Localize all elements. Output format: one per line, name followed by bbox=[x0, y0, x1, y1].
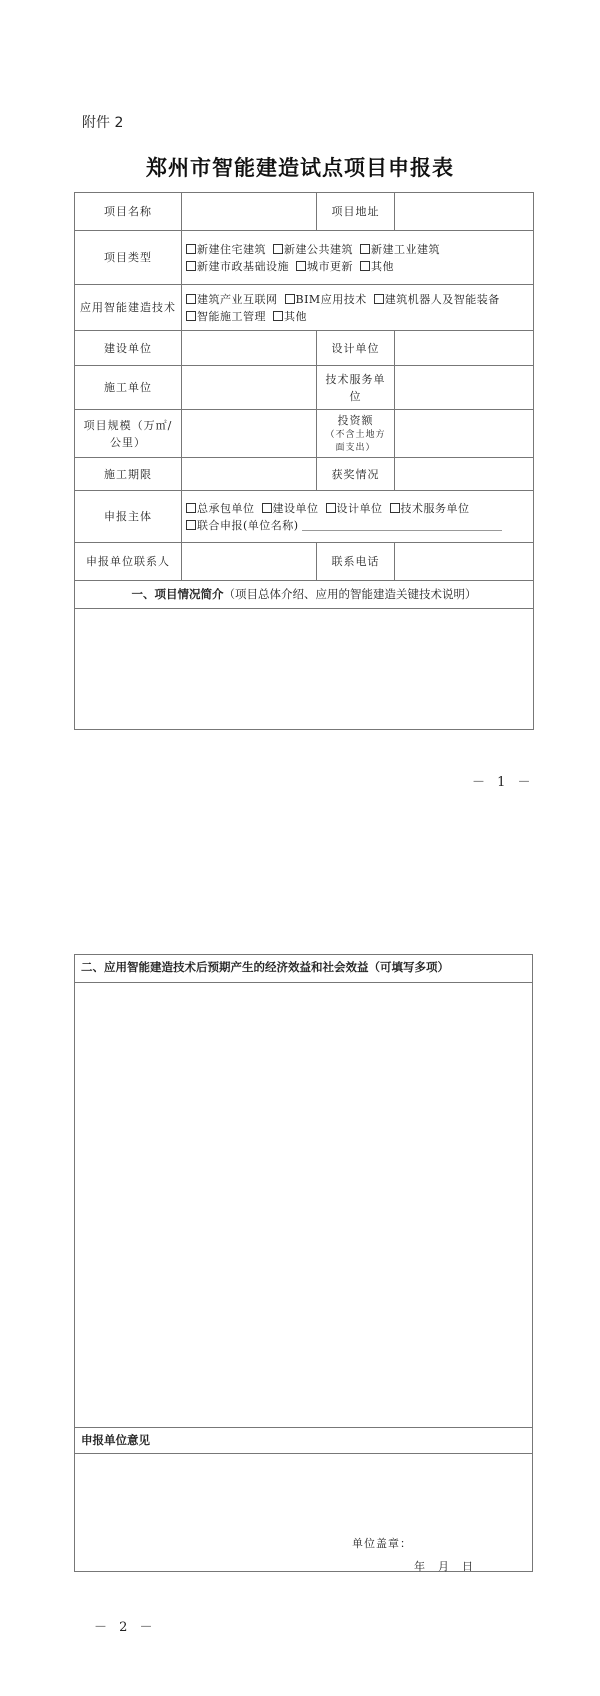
applicant-option-builder[interactable] bbox=[262, 502, 319, 515]
designer-field[interactable] bbox=[395, 331, 534, 366]
contractor-label: 施工单位 bbox=[75, 366, 182, 410]
checkbox-icon[interactable] bbox=[360, 261, 370, 271]
tech-service-field[interactable] bbox=[395, 366, 534, 410]
tech-label: 应用智能建造技术 bbox=[75, 285, 182, 331]
contractor-field[interactable] bbox=[182, 366, 317, 410]
applicant-label: 申报主体 bbox=[75, 491, 182, 543]
option-label: 联合申报(单位名称) bbox=[197, 518, 299, 532]
tech-option-robots[interactable] bbox=[374, 293, 500, 306]
scale-label: 项目规模（万㎡/公里） bbox=[75, 410, 182, 458]
investment-field[interactable] bbox=[395, 410, 534, 458]
section2-body-field[interactable] bbox=[75, 983, 533, 1428]
checkbox-icon[interactable] bbox=[186, 244, 196, 254]
period-field[interactable] bbox=[182, 458, 317, 491]
application-form-table bbox=[74, 192, 534, 730]
page-number-1: － 1 － bbox=[472, 775, 535, 790]
option-label: 建筑产业互联网 bbox=[197, 292, 278, 306]
row-contact bbox=[75, 543, 534, 581]
type-option-industrial[interactable] bbox=[360, 243, 440, 256]
checkbox-icon[interactable] bbox=[390, 503, 400, 513]
project-address-field[interactable] bbox=[395, 193, 534, 231]
checkbox-icon[interactable] bbox=[326, 503, 336, 513]
row-section2-body bbox=[75, 983, 533, 1428]
form-title: 郑州市智能建造试点项目申报表 bbox=[146, 156, 454, 180]
checkbox-icon[interactable] bbox=[186, 311, 196, 321]
tech-option-internet[interactable] bbox=[186, 293, 278, 306]
checkbox-icon[interactable] bbox=[186, 261, 196, 271]
option-label: 技术服务单位 bbox=[400, 501, 470, 515]
option-label: 城市更新 bbox=[307, 259, 353, 273]
checkbox-icon[interactable] bbox=[374, 294, 384, 304]
checkbox-icon[interactable] bbox=[186, 294, 196, 304]
awards-label: 获奖情况 bbox=[317, 458, 395, 491]
applicant-option-designer[interactable] bbox=[326, 502, 383, 515]
type-option-urban-renewal[interactable] bbox=[296, 260, 353, 273]
tech-option-other[interactable] bbox=[273, 310, 307, 323]
phone-label: 联系电话 bbox=[317, 543, 395, 581]
row-builder bbox=[75, 331, 534, 366]
opinion-body-field[interactable] bbox=[75, 1454, 533, 1572]
type-option-residential[interactable] bbox=[186, 243, 266, 256]
option-label: 智能施工管理 bbox=[197, 309, 266, 323]
applicant-option-tech-service[interactable] bbox=[390, 502, 470, 515]
row-contractor bbox=[75, 366, 534, 410]
benefits-form-table bbox=[74, 954, 533, 1572]
type-option-other[interactable] bbox=[360, 260, 394, 273]
checkbox-icon[interactable] bbox=[186, 520, 196, 530]
row-project-type bbox=[75, 231, 534, 285]
section1-heading bbox=[75, 581, 534, 609]
awards-field[interactable] bbox=[395, 458, 534, 491]
option-label: 新建住宅建筑 bbox=[197, 242, 266, 256]
checkbox-icon[interactable] bbox=[273, 311, 283, 321]
row-tech bbox=[75, 285, 534, 331]
investment-label-cell bbox=[317, 410, 395, 458]
tech-option-smart-management[interactable] bbox=[186, 310, 266, 323]
option-label: 其他 bbox=[284, 309, 307, 323]
section1-note: （项目总体介绍、应用的智能建造关键技术说明） bbox=[223, 587, 477, 601]
joint-name-field[interactable] bbox=[302, 520, 502, 531]
row-section2-title bbox=[75, 955, 533, 983]
option-label: 新建工业建筑 bbox=[371, 242, 440, 256]
checkbox-icon[interactable] bbox=[360, 244, 370, 254]
row-opinion-body bbox=[75, 1454, 533, 1572]
applicant-options bbox=[182, 491, 534, 543]
builder-label: 建设单位 bbox=[75, 331, 182, 366]
section2-title: 二、应用智能建造技术后预期产生的经济效益和社会效益（可填写多项） bbox=[75, 955, 533, 983]
contact-label: 申报单位联系人 bbox=[75, 543, 182, 581]
contact-field[interactable] bbox=[182, 543, 317, 581]
builder-field[interactable] bbox=[182, 331, 317, 366]
period-label: 施工期限 bbox=[75, 458, 182, 491]
option-label: 建筑机器人及智能装备 bbox=[384, 292, 500, 306]
project-name-field[interactable] bbox=[182, 193, 317, 231]
seal-label: 单位盖章： bbox=[352, 1537, 412, 1550]
tech-options bbox=[182, 285, 534, 331]
project-address-label: 项目地址 bbox=[317, 193, 395, 231]
checkbox-icon[interactable] bbox=[296, 261, 306, 271]
scale-field[interactable] bbox=[182, 410, 317, 458]
option-label: BIM应用技术 bbox=[295, 292, 367, 306]
project-type-options bbox=[182, 231, 534, 285]
option-label: 建设单位 bbox=[272, 501, 319, 515]
option-label: 设计单位 bbox=[336, 501, 383, 515]
option-label: 新建公共建筑 bbox=[284, 242, 353, 256]
investment-note: （不含土地方面支出） bbox=[325, 430, 386, 453]
project-name-label: 项目名称 bbox=[75, 193, 182, 231]
option-label: 新建市政基础设施 bbox=[197, 259, 289, 273]
attachment-label: 附件 2 bbox=[82, 115, 124, 131]
option-label: 总承包单位 bbox=[197, 501, 255, 515]
type-option-municipal[interactable] bbox=[186, 260, 289, 273]
checkbox-icon[interactable] bbox=[262, 503, 272, 513]
project-type-label: 项目类型 bbox=[75, 231, 182, 285]
row-applicant bbox=[75, 491, 534, 543]
row-scale bbox=[75, 410, 534, 458]
section1-title: 一、项目情况简介 bbox=[131, 587, 224, 601]
tech-option-bim[interactable] bbox=[285, 293, 367, 306]
applicant-option-joint[interactable] bbox=[186, 519, 299, 532]
row-period bbox=[75, 458, 534, 491]
opinion-title: 申报单位意见 bbox=[75, 1428, 533, 1454]
designer-label: 设计单位 bbox=[317, 331, 395, 366]
date-label: 年 月 日 bbox=[414, 1560, 474, 1573]
type-option-public[interactable] bbox=[273, 243, 353, 256]
investment-label: 投资额 bbox=[337, 414, 374, 427]
checkbox-icon[interactable] bbox=[273, 244, 283, 254]
row-opinion-title bbox=[75, 1428, 533, 1454]
row-section1-title bbox=[75, 581, 534, 609]
option-label: 其他 bbox=[371, 259, 394, 273]
page-number-2: － 2 － bbox=[94, 1620, 157, 1635]
phone-field[interactable] bbox=[395, 543, 534, 581]
checkbox-icon[interactable] bbox=[285, 294, 295, 304]
row-section1-body bbox=[75, 609, 534, 730]
section1-body-field[interactable] bbox=[75, 609, 534, 730]
checkbox-icon[interactable] bbox=[186, 503, 196, 513]
row-project-name bbox=[75, 193, 534, 231]
applicant-option-general-contractor[interactable] bbox=[186, 502, 255, 515]
tech-service-label: 技术服务单位 bbox=[317, 366, 395, 410]
